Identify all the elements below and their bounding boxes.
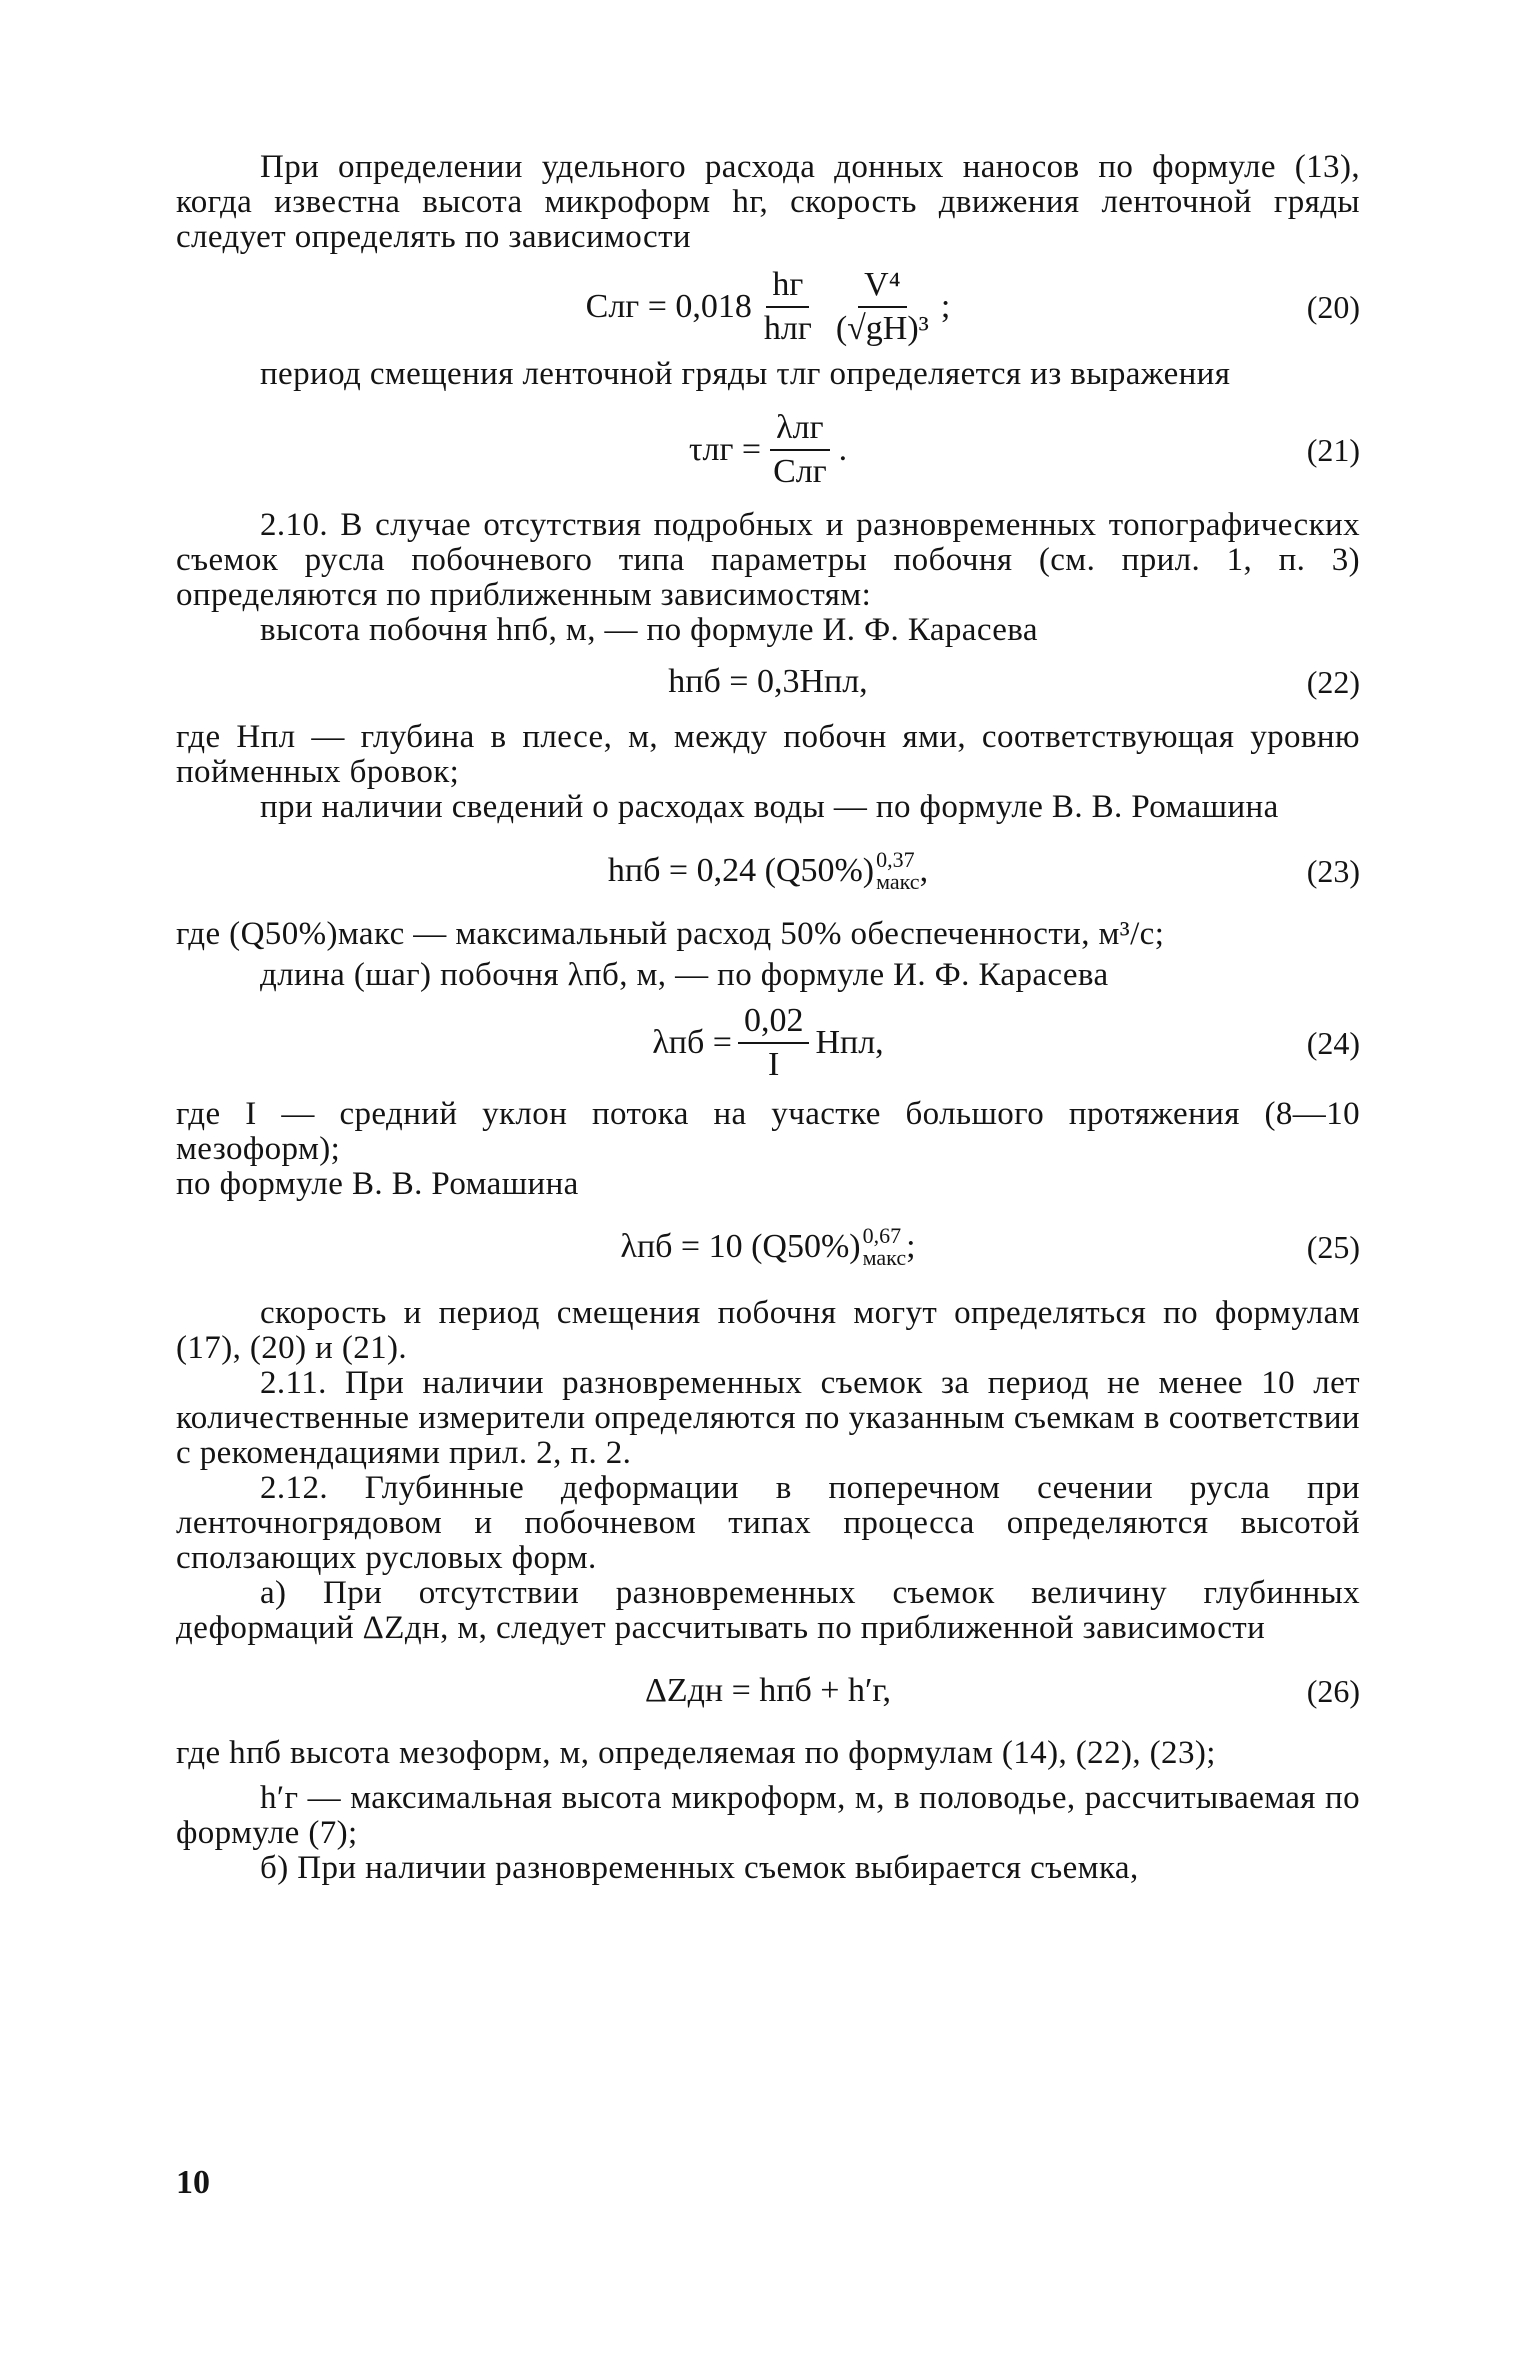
formula-26 bbox=[176, 1650, 1360, 1732]
paragraph: длина (шаг) побочня λпб, м, — по формуле И. Ф. Карасева bbox=[260, 957, 1109, 993]
subscript: макс bbox=[862, 1245, 907, 1270]
formula-rhs: Hпл, bbox=[815, 1024, 884, 1061]
formula-number: (22) bbox=[1306, 663, 1360, 700]
numerator: 0,02 bbox=[738, 1002, 810, 1044]
exponent-block bbox=[863, 1225, 906, 1269]
superscript: 0,67 bbox=[862, 1223, 902, 1248]
formula-number: (23) bbox=[1306, 852, 1360, 889]
paragraph: 2.12. Глубинные деформации в поперечном сечении русла при ленточногрядовом и побочневом типах процесса определяются высотой сползающих русловых форм. bbox=[176, 1470, 1360, 1576]
formula-21 bbox=[176, 398, 1360, 502]
formula-tail: . bbox=[838, 431, 848, 468]
formula-body: λпб = 10 (Q50%) bbox=[620, 1228, 861, 1265]
paragraph: при наличии сведений о расходах воды — по формуле В. В. Ромашина bbox=[260, 789, 1279, 825]
paragraph: а) При отсутствии разновременных съемок величину глубинных деформаций ΔZдн, м, следует рассчитывать по приближенной зависимости bbox=[176, 1575, 1360, 1646]
formula-24 bbox=[176, 993, 1360, 1093]
denominator: hлг bbox=[763, 310, 812, 347]
fraction bbox=[830, 266, 935, 348]
paragraph: 2.10. В случае отсутствия подробных и разновременных топографических съемок русла побочневого типа параметры побочня (см. прил. 1, п. 3) определяются по приближенным зависимостям: bbox=[176, 507, 1360, 613]
paragraph: б) При наличии разновременных съемок выбирается съемка, bbox=[260, 1850, 1139, 1886]
formula-lhs: Cлг = 0,018 bbox=[585, 288, 752, 325]
paragraph: высота побочня hпб, м, — по формуле И. Ф. Карасева bbox=[260, 612, 1038, 648]
fraction bbox=[767, 409, 833, 491]
numerator: λлг bbox=[770, 409, 829, 451]
formula-tail: ; bbox=[906, 1228, 916, 1265]
formula-20 bbox=[176, 261, 1360, 353]
formula-tail: , bbox=[919, 852, 929, 889]
formula-number: (20) bbox=[1306, 288, 1360, 325]
paragraph: где (Q50%)макс — максимальный расход 50% обеспеченности, м³/с; bbox=[176, 916, 1165, 952]
paragraph: период смещения ленточной гряды τлг определяется из выражения bbox=[260, 356, 1231, 392]
page-body bbox=[176, 150, 1360, 1886]
page-number: 10 bbox=[176, 2164, 210, 2201]
subscript: макс bbox=[876, 869, 920, 894]
formula-body: hпб = 0,24 (Q50%) bbox=[607, 852, 875, 889]
paragraph: h′г — максимальная высота микроформ, м, в половодье, рассчитываемая по формуле (7); bbox=[176, 1780, 1360, 1851]
fraction bbox=[738, 1002, 810, 1084]
formula-body: hпб = 0,3Hпл, bbox=[668, 663, 868, 700]
paragraph: 2.11. При наличии разновременных съемок за период не менее 10 лет количественные измерители определяются по указанным съемкам в соответствии с рекомендациями прил. 2, п. 2. bbox=[176, 1365, 1360, 1471]
paragraph: При определении удельного расхода донных наносов по формуле (13), когда известна высота микроформ hг, скорость движения ленточной гряды следует определять по зависимости bbox=[176, 149, 1360, 255]
formula-lhs: τлг = bbox=[688, 431, 762, 468]
formula-number: (26) bbox=[1306, 1672, 1360, 1709]
denominator: I bbox=[768, 1046, 780, 1083]
formula-23 bbox=[176, 825, 1360, 917]
formula-body: ΔZдн = hпб + h′г, bbox=[644, 1672, 892, 1709]
paragraph: по формуле В. В. Ромашина bbox=[176, 1166, 579, 1202]
fraction bbox=[758, 266, 818, 348]
formula-tail: ; bbox=[940, 288, 951, 325]
exponent-block bbox=[876, 849, 919, 893]
paragraph: где hпб высота мезоформ, м, определяемая по формулам (14), (22), (23); bbox=[176, 1735, 1216, 1771]
formula-lhs: λпб = bbox=[652, 1024, 732, 1061]
formula-number: (25) bbox=[1306, 1228, 1360, 1265]
formula-number: (21) bbox=[1306, 431, 1360, 468]
superscript: 0,37 bbox=[876, 847, 915, 872]
formula-number: (24) bbox=[1306, 1024, 1360, 1061]
formula-22 bbox=[176, 648, 1360, 716]
paragraph: скорость и период смещения побочня могут определяться по формулам (17), (20) и (21). bbox=[176, 1295, 1360, 1366]
paragraph: где Hпл — глубина в плесе, м, между побочн ями, соответствующая уровню пойменных бровок; bbox=[176, 719, 1360, 790]
numerator: V⁴ bbox=[858, 266, 906, 308]
paragraph: где I — средний уклон потока на участке большого протяжения (8—10 мезоформ); bbox=[176, 1096, 1360, 1167]
numerator: hг bbox=[766, 266, 809, 308]
formula-25 bbox=[176, 1202, 1360, 1292]
denominator: Cлг bbox=[773, 453, 827, 490]
denominator: (√gH)³ bbox=[835, 310, 929, 347]
